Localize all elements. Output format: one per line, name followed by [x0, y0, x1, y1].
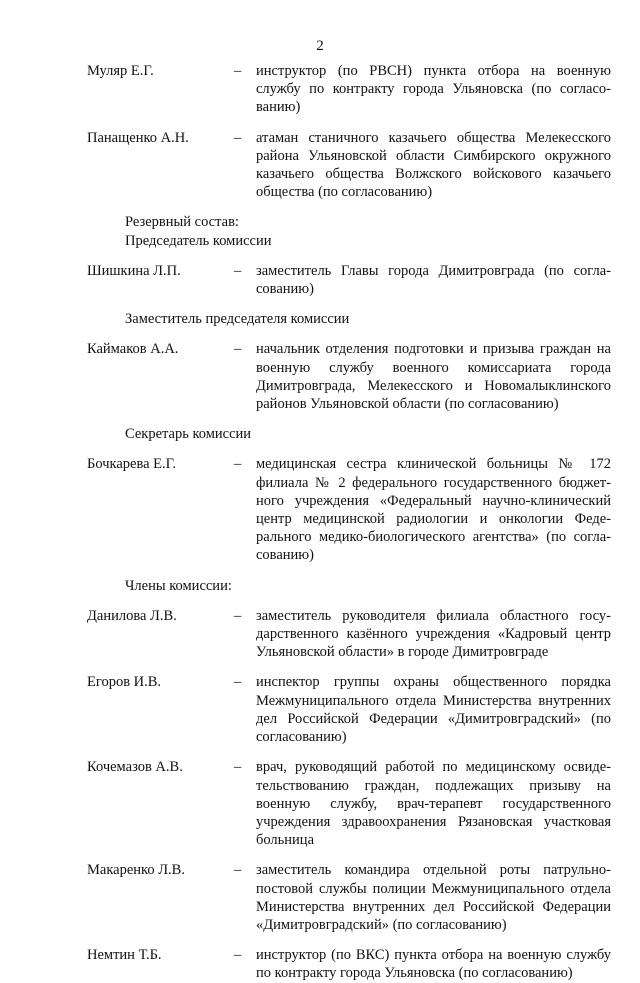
document-body — [87, 62, 611, 983]
person-role: атаман станичного казачьего общества Мелекесского района Ульяновской области Симбирского окружного казачьего общества Волжского войскового казачьего общества (по согласованию) — [256, 129, 611, 201]
person-name: Бочкарева Е.Г. — [87, 456, 177, 473]
dash: – — [234, 947, 242, 964]
person-role: начальник отделения подготовки и призыва граждан на военную службу военного комиссариата города Димитровграда, Мелекесского и Новомалыклинского районов Ульяновской области (по согласованию) — [256, 341, 611, 413]
members-heading: Члены комиссии: — [125, 577, 232, 594]
dash: – — [234, 862, 242, 879]
person-role: инспектор группы охраны общественного порядка Межмуниципального отдела Министерства внутренних дел Российской Федерации «Димитровградский» (по согласованию) — [256, 674, 611, 746]
person-name: Шишкина Л.П. — [87, 262, 181, 279]
dash: – — [234, 456, 242, 473]
person-role: инструктор (по РВСН) пункта отбора на военную службу по контракту города Ульяновска (по согласованию) — [256, 63, 611, 116]
person-role: заместитель командира отдельной роты патрульно-постовой службы полиции Межмуниципального отдела Министерства внутренних дел Российской Федерации «Димитровградский» (по согласованию) — [256, 862, 611, 933]
dash: – — [234, 759, 242, 776]
list-item — [87, 129, 611, 202]
list-item — [87, 758, 611, 849]
person-role: заместитель Главы города Димитровграда (по согласованию) — [256, 262, 611, 298]
person-role: врач, руководящий работой по медицинскому освидетельствованию граждан, подлежащих призыву на военную службу, врач-терапевт государственного учреждения здравоохранения Рязановская участковая больница — [256, 759, 611, 849]
list-item — [87, 62, 611, 117]
person-name: Егоров И.В. — [87, 674, 162, 691]
person-role: инструктор (по ВКС) пункта отбора на военную службу по контракту города Ульяновска (по согласованию) — [256, 947, 611, 982]
person-name: Немтин Т.Б. — [87, 947, 162, 964]
list-item — [87, 607, 611, 662]
dash: – — [234, 129, 242, 146]
person-name: Макаренко Л.В. — [87, 862, 185, 879]
person-name: Муляр Е.Г. — [87, 63, 154, 79]
dash: – — [234, 341, 242, 358]
list-item — [87, 861, 611, 934]
dash: – — [234, 262, 242, 279]
chair-heading: Председатель комиссии — [125, 232, 272, 249]
secretary-heading: Секретарь комиссии — [125, 426, 252, 443]
person-role: заместитель руководителя филиала областного государственного казённого учреждения «Кадровый центр Ульяновской области» в городе Димитровграде — [256, 607, 611, 661]
page-number: 2 — [316, 38, 324, 54]
list-item — [87, 455, 611, 564]
list-item — [87, 946, 611, 982]
person-name: Данилова Л.В. — [87, 607, 177, 624]
person-name: Каймаков А.А. — [87, 341, 179, 358]
dash: – — [234, 674, 242, 691]
dash: – — [234, 607, 242, 624]
list-item — [87, 340, 611, 413]
person-role: медицинская сестра клинической больницы № 172 филиала № 2 федерального государственного бюджетного учреждения «Федеральный научно-клинический центр медицинской радиологии и онкологии Федерального медико-биологического агентства» (по согласованию) — [256, 456, 611, 564]
deputy-heading: Заместитель председателя комиссии — [125, 311, 350, 328]
list-item — [87, 673, 611, 746]
person-name: Панащенко А.Н. — [87, 129, 189, 146]
person-name: Кочемазов А.В. — [87, 759, 183, 776]
list-item — [87, 262, 611, 298]
reserve-heading: Резервный состав: — [125, 214, 239, 231]
dash: – — [234, 63, 242, 79]
